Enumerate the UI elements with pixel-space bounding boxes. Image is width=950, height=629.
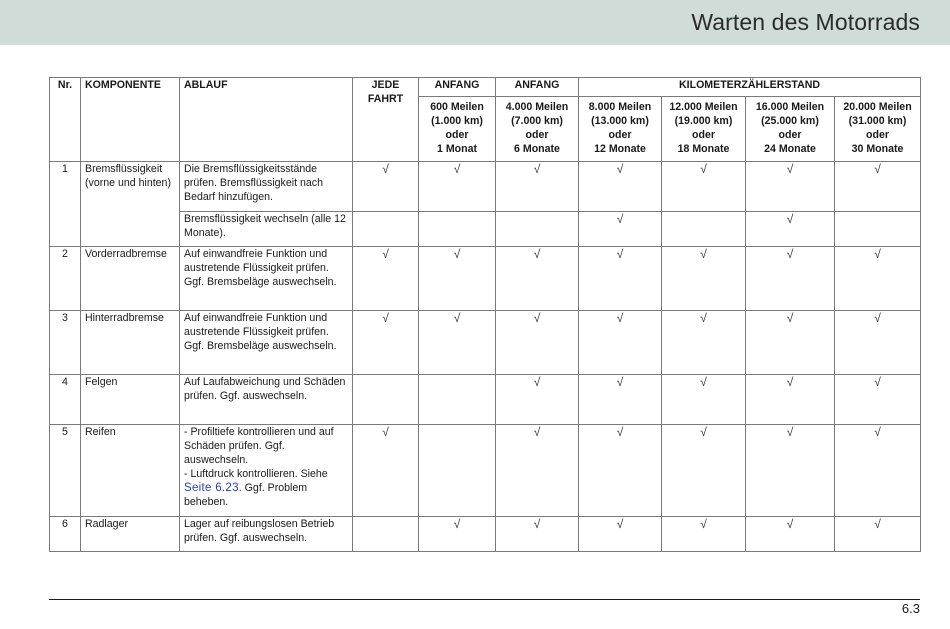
check-mark-icon: √ xyxy=(453,162,461,176)
check-cell xyxy=(746,247,835,311)
check-mark-icon: √ xyxy=(533,425,541,439)
interval-miles: 16.000 Meilen xyxy=(755,101,825,113)
check-mark-icon: √ xyxy=(874,311,881,325)
row-procedure: Lager auf reibungslosen Betrieb prüfen. Ggf. auswechseln. xyxy=(180,517,353,552)
check-cell xyxy=(353,311,419,375)
check-mark-icon: √ xyxy=(786,375,794,389)
check-cell xyxy=(662,212,746,247)
check-mark-icon: √ xyxy=(616,311,624,325)
check-cell xyxy=(419,212,496,247)
interval-or: oder xyxy=(866,129,889,141)
row-number: 5 xyxy=(50,425,81,517)
interval-header xyxy=(835,97,921,162)
table-row xyxy=(50,425,921,517)
table-row xyxy=(50,311,921,375)
header-every-ride: JEDE FAHRT xyxy=(353,78,419,162)
check-mark-icon: √ xyxy=(700,517,707,531)
row-procedure: Auf Laufabweichung und Schäden prüfen. Ggf. auswechseln. xyxy=(180,375,353,425)
check-cell xyxy=(746,212,835,247)
interval-miles: 600 Meilen xyxy=(430,101,484,113)
check-cell xyxy=(746,162,835,212)
header-start-1: ANFANG xyxy=(419,78,496,97)
header-component: KOMPONENTE xyxy=(81,78,180,162)
check-mark-icon: √ xyxy=(786,517,794,531)
table-header-row xyxy=(50,78,921,97)
interval-or: oder xyxy=(608,129,632,141)
interval-miles: 4.000 Meilen xyxy=(505,101,569,113)
check-mark-icon: √ xyxy=(786,247,794,261)
check-mark-icon: √ xyxy=(533,162,541,176)
check-mark-icon: √ xyxy=(616,212,624,226)
check-cell xyxy=(835,212,921,247)
check-cell xyxy=(579,375,662,425)
interval-header xyxy=(746,97,835,162)
interval-header xyxy=(419,97,496,162)
check-mark-icon: √ xyxy=(453,311,461,325)
header-odometer: KILOMETERZÄHLERSTAND xyxy=(579,78,921,97)
check-mark-icon: √ xyxy=(616,247,624,261)
check-mark-icon: √ xyxy=(533,311,541,325)
check-mark-icon: √ xyxy=(786,425,794,439)
footer-divider xyxy=(49,599,920,600)
interval-time: 30 Monate xyxy=(851,143,904,155)
row-component: Bremsflüssigkeit (vorne und hinten) xyxy=(81,162,180,247)
check-cell xyxy=(579,311,662,375)
check-cell xyxy=(579,517,662,552)
row-number: 2 xyxy=(50,247,81,311)
maintenance-table xyxy=(49,77,921,552)
check-mark-icon: √ xyxy=(786,311,794,325)
check-mark-icon: √ xyxy=(700,247,707,261)
check-mark-icon: √ xyxy=(616,162,624,176)
check-mark-icon: √ xyxy=(786,162,794,176)
interval-km: (31.000 km) xyxy=(848,115,907,127)
interval-or: oder xyxy=(692,129,715,141)
check-mark-icon: √ xyxy=(453,247,461,261)
check-mark-icon: √ xyxy=(700,311,707,325)
row-component: Felgen xyxy=(81,375,180,425)
check-cell xyxy=(835,517,921,552)
interval-or: oder xyxy=(445,129,469,141)
interval-miles: 8.000 Meilen xyxy=(588,101,652,113)
interval-km: (25.000 km) xyxy=(761,115,819,127)
header-start-2: ANFANG xyxy=(496,78,579,97)
row-number: 4 xyxy=(50,375,81,425)
interval-time: 18 Monate xyxy=(677,143,730,155)
page-number: 6.3 xyxy=(901,601,920,616)
row-procedure: Die Bremsflüssigkeitsstände prüfen. Bremsflüssigkeit nach Bedarf hinzufügen. xyxy=(180,162,353,212)
header-procedure: ABLAUF xyxy=(180,78,353,162)
interval-miles: 20.000 Meilen xyxy=(843,101,912,113)
interval-km: (19.000 km) xyxy=(674,115,733,127)
check-cell xyxy=(353,425,419,517)
table-row xyxy=(50,517,921,552)
check-cell xyxy=(662,162,746,212)
check-mark-icon: √ xyxy=(616,517,624,531)
check-cell xyxy=(662,517,746,552)
row-component: Reifen xyxy=(81,425,180,517)
check-mark-icon: √ xyxy=(700,425,707,439)
check-mark-icon: √ xyxy=(700,375,707,389)
row-number: 3 xyxy=(50,311,81,375)
interval-miles: 12.000 Meilen xyxy=(669,101,738,113)
check-cell xyxy=(353,162,419,212)
check-cell xyxy=(746,375,835,425)
check-cell xyxy=(835,425,921,517)
check-mark-icon: √ xyxy=(382,425,389,439)
table-row xyxy=(50,375,921,425)
interval-time: 6 Monate xyxy=(514,143,560,155)
row-number: 1 xyxy=(50,162,81,247)
check-cell xyxy=(662,425,746,517)
header-nr: Nr. xyxy=(50,78,81,162)
check-mark-icon: √ xyxy=(382,247,389,261)
check-cell xyxy=(835,311,921,375)
table-row xyxy=(50,247,921,311)
check-cell xyxy=(835,247,921,311)
check-cell xyxy=(419,247,496,311)
check-mark-icon: √ xyxy=(786,212,794,226)
check-cell xyxy=(353,212,419,247)
table-row xyxy=(50,162,921,212)
check-cell xyxy=(746,425,835,517)
check-cell xyxy=(419,311,496,375)
interval-km: (13.000 km) xyxy=(591,115,649,127)
procedure-line: - Profiltiefe kontrollieren und auf Schäden prüfen. Ggf. auswechseln. xyxy=(184,426,334,466)
check-mark-icon: √ xyxy=(874,425,881,439)
check-cell xyxy=(353,517,419,552)
interval-or: oder xyxy=(525,129,549,141)
check-cell xyxy=(835,375,921,425)
row-component: Hinterradbremse xyxy=(81,311,180,375)
check-cell xyxy=(662,375,746,425)
interval-km: (1.000 km) xyxy=(431,115,483,127)
check-cell xyxy=(662,247,746,311)
check-cell xyxy=(496,425,579,517)
row-procedure: Bremsflüssigkeit wechseln (alle 12 Monate). xyxy=(180,212,353,247)
row-procedure xyxy=(180,425,353,517)
page-header-bar xyxy=(0,0,950,45)
row-procedure: Auf einwandfreie Funktion und austretende Flüssigkeit prüfen. Ggf. Bremsbeläge auswechseln. xyxy=(180,311,353,375)
check-mark-icon: √ xyxy=(700,162,707,176)
check-cell xyxy=(579,425,662,517)
table-row xyxy=(50,212,921,247)
check-mark-icon: √ xyxy=(874,517,881,531)
check-mark-icon: √ xyxy=(533,517,541,531)
row-component: Vorderradbremse xyxy=(81,247,180,311)
page-header-title: Warten des Motorrads xyxy=(691,9,920,35)
row-component: Radlager xyxy=(81,517,180,552)
row-number: 6 xyxy=(50,517,81,552)
check-mark-icon: √ xyxy=(616,375,624,389)
check-mark-icon: √ xyxy=(874,375,881,389)
interval-km: (7.000 km) xyxy=(511,115,563,127)
check-cell xyxy=(835,162,921,212)
check-cell xyxy=(496,311,579,375)
check-cell xyxy=(579,162,662,212)
check-cell xyxy=(496,517,579,552)
interval-or: oder xyxy=(778,129,802,141)
interval-header xyxy=(496,97,579,162)
page-reference-link[interactable]: Seite 6.23 xyxy=(184,482,239,494)
check-mark-icon: √ xyxy=(874,162,881,176)
check-cell xyxy=(579,212,662,247)
procedure-line: - Luftdruck kontrollieren. Siehe xyxy=(184,468,328,480)
interval-header xyxy=(579,97,662,162)
check-cell xyxy=(419,425,496,517)
check-cell xyxy=(353,247,419,311)
check-cell xyxy=(746,517,835,552)
check-cell xyxy=(419,162,496,212)
check-cell xyxy=(419,375,496,425)
check-cell xyxy=(496,375,579,425)
check-mark-icon: √ xyxy=(874,247,881,261)
check-cell xyxy=(579,247,662,311)
check-cell xyxy=(353,375,419,425)
interval-time: 12 Monate xyxy=(594,143,646,155)
check-cell xyxy=(496,212,579,247)
check-mark-icon: √ xyxy=(533,375,541,389)
interval-time: 24 Monate xyxy=(764,143,816,155)
procedure-line: . Ggf. Problem beheben. xyxy=(184,482,308,508)
check-mark-icon: √ xyxy=(616,425,624,439)
check-mark-icon: √ xyxy=(533,247,541,261)
check-mark-icon: √ xyxy=(382,162,389,176)
interval-header xyxy=(662,97,746,162)
check-mark-icon: √ xyxy=(382,311,389,325)
row-procedure: Auf einwandfreie Funktion und austretende Flüssigkeit prüfen. Ggf. Bremsbeläge auswechseln. xyxy=(180,247,353,311)
check-cell xyxy=(496,162,579,212)
check-mark-icon: √ xyxy=(453,517,461,531)
check-cell xyxy=(662,311,746,375)
interval-time: 1 Monat xyxy=(436,143,478,155)
check-cell xyxy=(419,517,496,552)
check-cell xyxy=(746,311,835,375)
check-cell xyxy=(496,247,579,311)
